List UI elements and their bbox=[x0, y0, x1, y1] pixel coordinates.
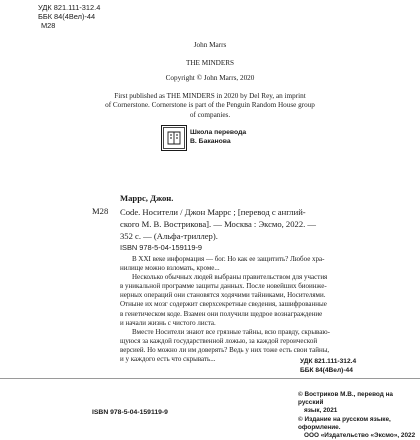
record-mark: М28 bbox=[92, 206, 109, 216]
publication-note bbox=[0, 92, 420, 120]
bbk-code: ББК 84(4Вел)-44 bbox=[38, 12, 96, 21]
biblio-line: ского М. В. Вострикова]. — Москва : Эксмо, 2022. — bbox=[120, 219, 317, 230]
biblio-line: 352 с. — (Альфа-триллер). bbox=[120, 231, 218, 242]
copyright-line: язык, 2021 bbox=[304, 407, 338, 415]
logo-line-1: Школа перевода bbox=[190, 129, 247, 136]
copyright-line: © Востриков М.В., перевод на русский bbox=[298, 391, 393, 407]
bottom-classification bbox=[300, 357, 356, 375]
udc-code: УДК 821.111-312.4 bbox=[38, 3, 101, 12]
footer-copyright bbox=[298, 391, 416, 440]
publication-note-line: of Cornerstone. Cornerstone is part of the Penguin Random House group bbox=[105, 101, 315, 110]
original-copyright: Copyright © John Marrs, 2020 bbox=[165, 74, 255, 82]
footer-isbn: ISBN 978-5-04-159119-9 bbox=[92, 409, 168, 416]
annotation bbox=[120, 255, 336, 364]
bottom-udc: УДК 821.111-312.4 bbox=[300, 358, 357, 365]
bibliographic-description bbox=[120, 206, 336, 243]
bottom-bbk: ББК 84(4Вел)-44 bbox=[300, 367, 353, 374]
annotation-paragraph: Вместе Носители знают все грязные тайны, всю правду, скрываю- щуюся за каждой государственной ложью, за каждой героической версией. Но можно ли им доверять? Ведь у них тоже есть свои тайны, и у каждого есть что скрывать... bbox=[120, 327, 330, 364]
annotation-paragraph: В XXI веке информация — бог. Но как ее защитить? Любое хра- нилище можно взломать, кроме... bbox=[120, 255, 325, 273]
publication-note-line: First published as THE MINDERS in 2020 by Del Rey, an imprint bbox=[114, 92, 306, 100]
translation-school-logo bbox=[161, 125, 263, 151]
copyright-line: ООО «Издательство «Эксмо», 2022 bbox=[304, 432, 416, 440]
copyright-line: © Издание на русском языке, оформление. bbox=[298, 415, 391, 431]
footer-divider bbox=[0, 378, 420, 379]
publication-note-line: of companies. bbox=[189, 110, 231, 119]
annotation-paragraph: Несколько обычных людей выбраны правительством для участия в уникальной программе защиты данных. После новейших биоинже- нерных операций они становятся ходячими тайниками, Носителями. Отныне их мозг содержит сверхсекретные сведения, зашифрованные в генетическом коде. Взамен они получили щедрое вознаграждение и начали жизнь с чистого листа. bbox=[120, 273, 328, 327]
original-title: THE MINDERS bbox=[185, 59, 235, 67]
author-heading: Маррс, Джон. bbox=[120, 193, 174, 203]
school-emblem-icon bbox=[161, 125, 187, 151]
record-isbn: ISBN 978-5-04-159119-9 bbox=[120, 243, 203, 252]
logo-line-2: В. Баканова bbox=[190, 138, 231, 145]
original-author: John Marrs bbox=[193, 41, 227, 49]
author-mark: М28 bbox=[41, 21, 56, 30]
biblio-line: Code. Носители / Джон Маррс ; [перевод с англий- bbox=[120, 207, 306, 217]
classification-block bbox=[38, 3, 100, 30]
